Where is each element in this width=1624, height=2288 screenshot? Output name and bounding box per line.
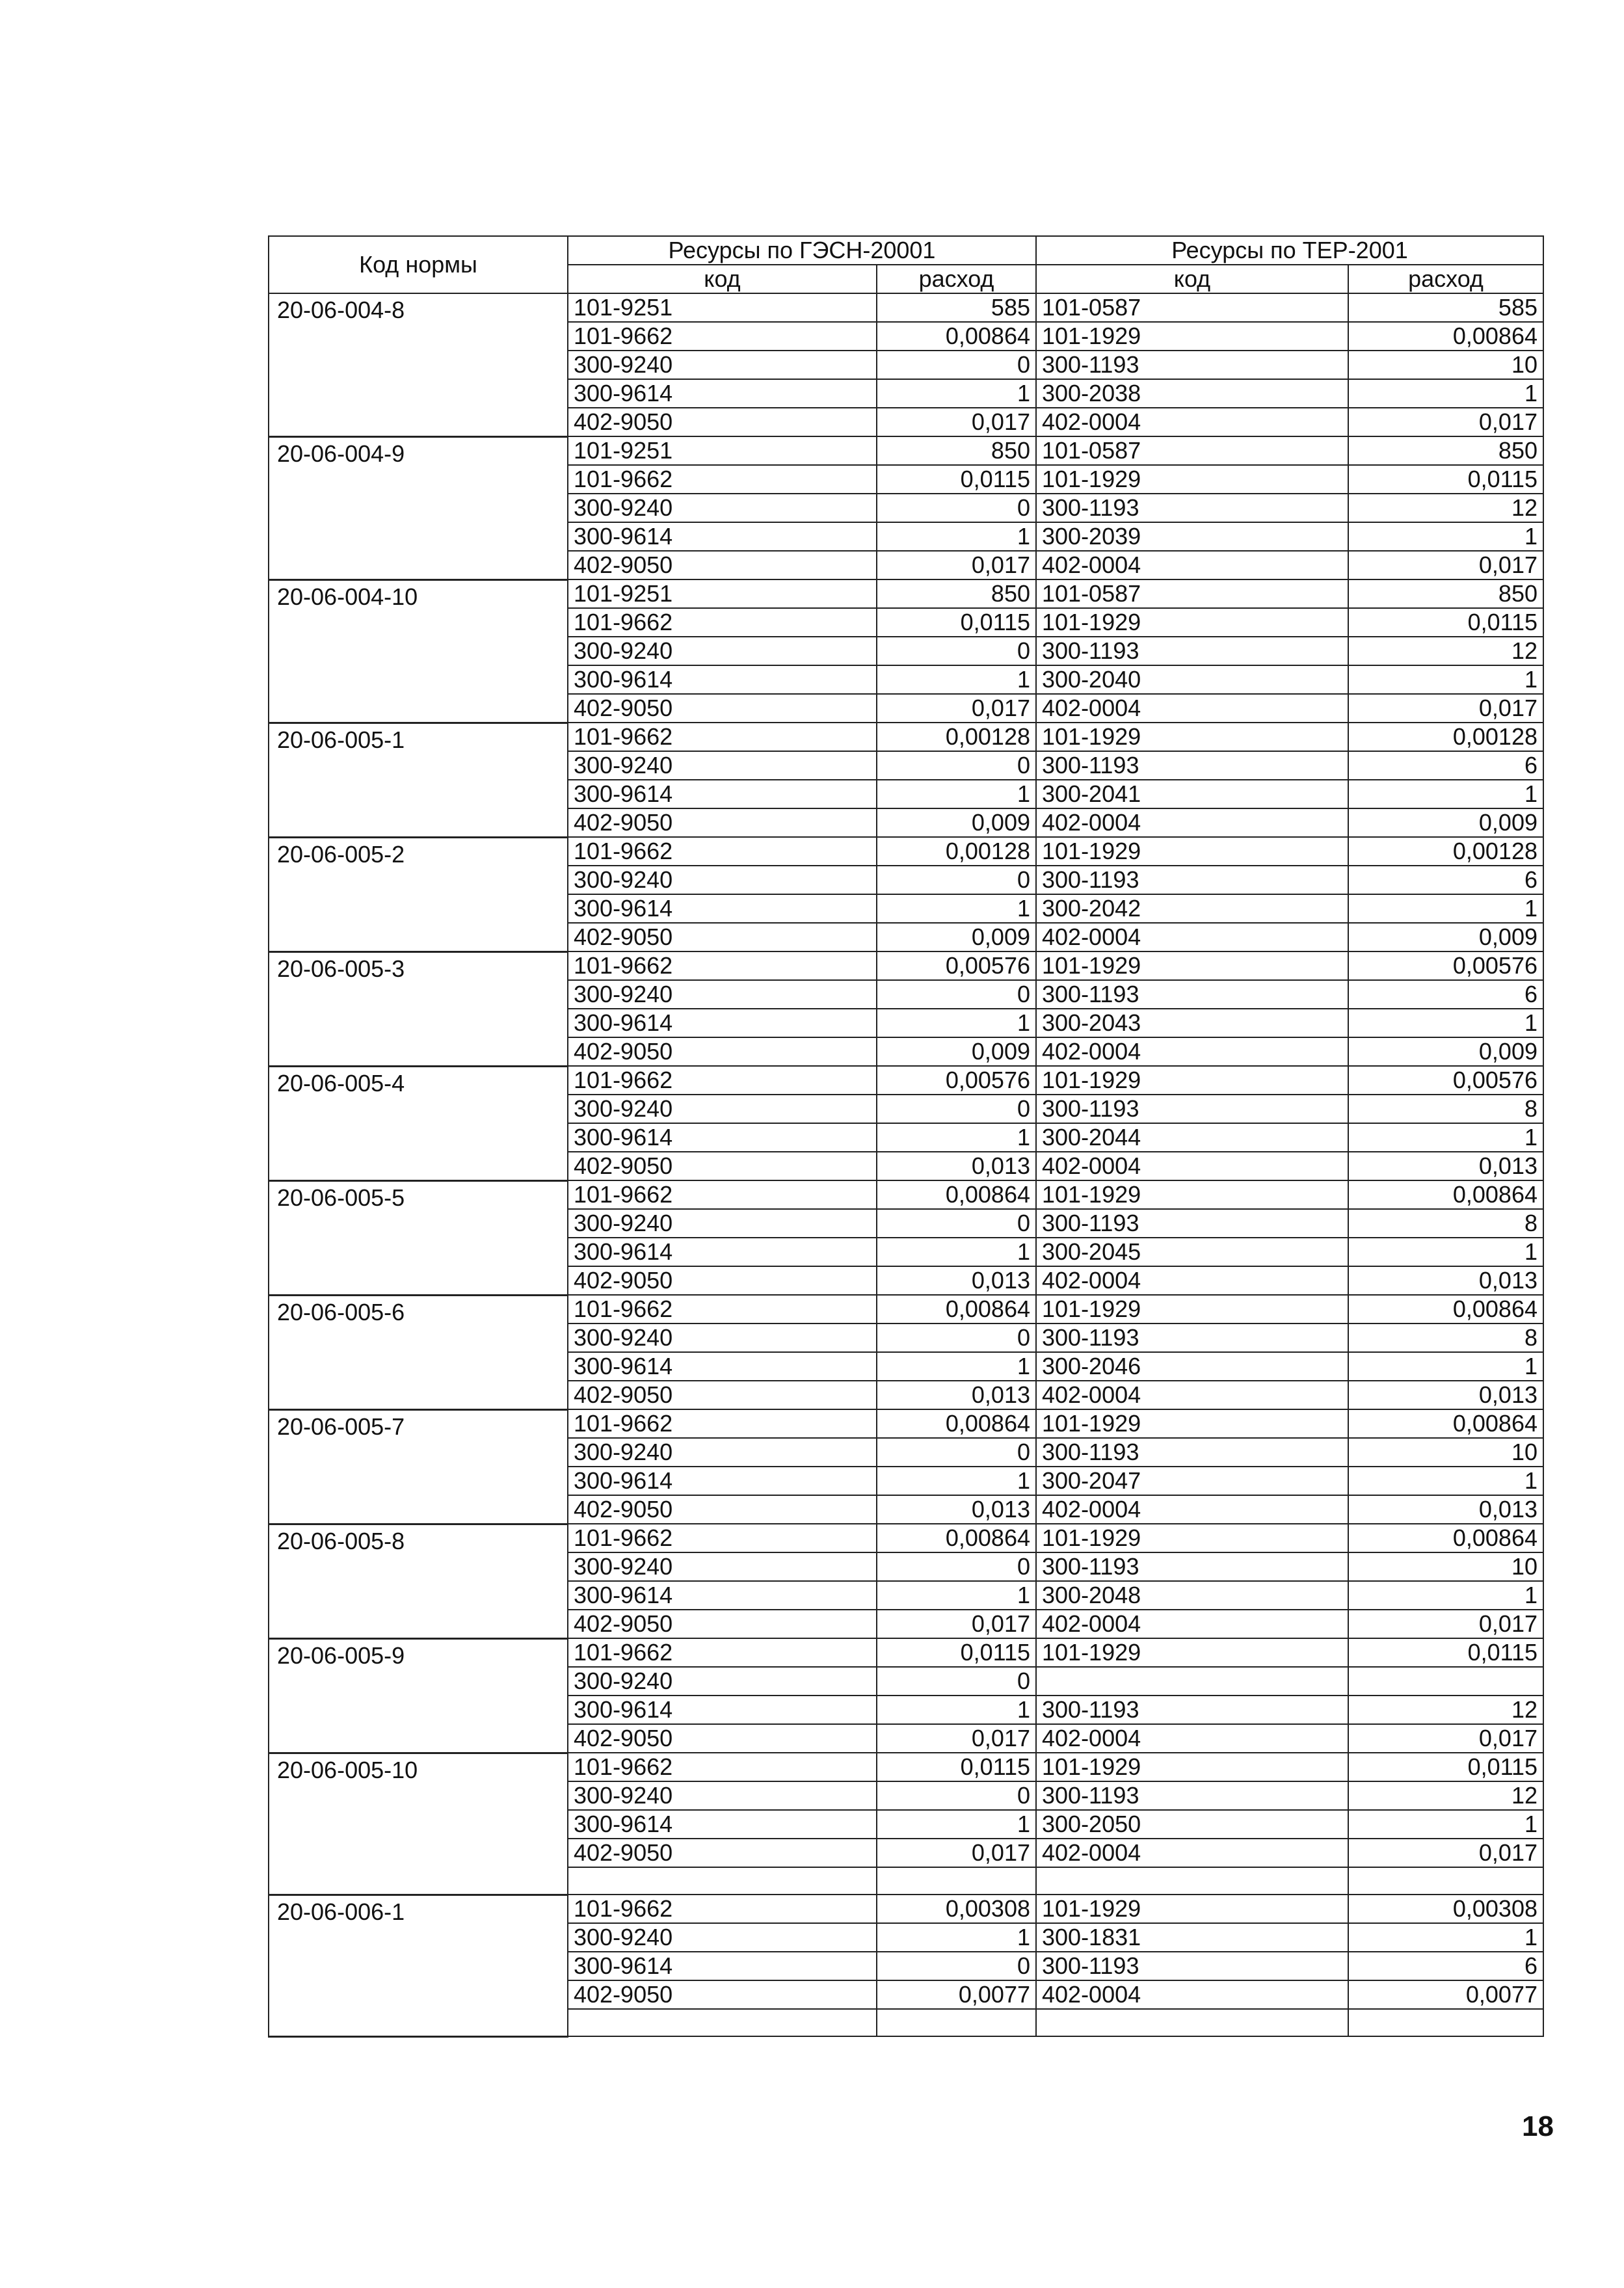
ter-code-cell bbox=[1036, 1867, 1348, 1895]
ter-consumption-cell: 0,00576 bbox=[1348, 1066, 1543, 1095]
ter-consumption-cell: 0,009 bbox=[1348, 923, 1543, 951]
ter-code-header: код bbox=[1036, 265, 1348, 293]
ter-consumption-cell: 0,009 bbox=[1348, 808, 1543, 837]
norm-code-cell: 20-06-005-6 bbox=[269, 1295, 568, 1409]
gesn-code-cell: 402-9050 bbox=[568, 1152, 877, 1180]
ter-consumption-cell: 8 bbox=[1348, 1324, 1543, 1352]
gesn-code-cell: 300-9240 bbox=[568, 1781, 877, 1810]
ter-consumption-cell: 12 bbox=[1348, 637, 1543, 665]
gesn-consumption-cell: 0,0077 bbox=[877, 1980, 1036, 2009]
gesn-code-cell: 402-9050 bbox=[568, 1724, 877, 1753]
norm-code-cell: 20-06-004-9 bbox=[269, 436, 568, 579]
ter-consumption-cell: 6 bbox=[1348, 866, 1543, 894]
gesn-code-cell: 101-9662 bbox=[568, 1066, 877, 1095]
ter-code-cell: 300-1193 bbox=[1036, 1552, 1348, 1581]
gesn-consumption-cell: 0,013 bbox=[877, 1495, 1036, 1524]
ter-code-cell: 101-1929 bbox=[1036, 1895, 1348, 1923]
gesn-consumption-cell: 0 bbox=[877, 1781, 1036, 1810]
ter-code-cell: 101-0587 bbox=[1036, 436, 1348, 465]
ter-consumption-cell: 8 bbox=[1348, 1095, 1543, 1123]
ter-code-cell: 300-2048 bbox=[1036, 1581, 1348, 1610]
ter-code-cell: 402-0004 bbox=[1036, 694, 1348, 723]
gesn-code-cell: 101-9662 bbox=[568, 608, 877, 637]
ter-resources-header: Ресурсы по ТЕР-2001 bbox=[1036, 236, 1543, 265]
ter-code-cell bbox=[1036, 1667, 1348, 1696]
gesn-code-cell: 402-9050 bbox=[568, 408, 877, 436]
gesn-consumption-cell: 0,00864 bbox=[877, 1180, 1036, 1209]
ter-consumption-cell: 1 bbox=[1348, 522, 1543, 551]
gesn-code-cell: 402-9050 bbox=[568, 1839, 877, 1867]
ter-code-cell: 101-1929 bbox=[1036, 1524, 1348, 1552]
ter-consumption-cell: 8 bbox=[1348, 1209, 1543, 1238]
gesn-consumption-cell: 1 bbox=[877, 1467, 1036, 1495]
ter-consumption-cell: 0,013 bbox=[1348, 1152, 1543, 1180]
ter-consumption-cell: 1 bbox=[1348, 780, 1543, 808]
table-row bbox=[269, 579, 1543, 608]
gesn-code-cell: 300-9614 bbox=[568, 1696, 877, 1724]
gesn-code-cell: 300-9614 bbox=[568, 894, 877, 923]
ter-code-cell: 300-1193 bbox=[1036, 1095, 1348, 1123]
ter-code-cell: 402-0004 bbox=[1036, 1839, 1348, 1867]
gesn-code-cell: 300-9614 bbox=[568, 1238, 877, 1266]
gesn-consumption-cell: 1 bbox=[877, 1123, 1036, 1152]
gesn-consumption-cell: 1 bbox=[877, 1810, 1036, 1839]
gesn-code-cell: 101-9662 bbox=[568, 1180, 877, 1209]
gesn-consumption-cell: 1 bbox=[877, 1923, 1036, 1952]
ter-consumption-cell: 10 bbox=[1348, 1438, 1543, 1467]
ter-code-cell: 300-1193 bbox=[1036, 1209, 1348, 1238]
ter-consumption-cell: 0,009 bbox=[1348, 1037, 1543, 1066]
gesn-consumption-cell bbox=[877, 2009, 1036, 2036]
ter-code-cell: 300-1193 bbox=[1036, 1952, 1348, 1980]
ter-code-cell: 402-0004 bbox=[1036, 1266, 1348, 1295]
ter-consumption-cell: 1 bbox=[1348, 1009, 1543, 1037]
ter-consumption-cell: 0,013 bbox=[1348, 1495, 1543, 1524]
gesn-code-cell: 101-9662 bbox=[568, 1524, 877, 1552]
gesn-code-cell: 300-9240 bbox=[568, 1438, 877, 1467]
norm-code-cell: 20-06-005-4 bbox=[269, 1066, 568, 1180]
ter-code-cell: 402-0004 bbox=[1036, 808, 1348, 837]
ter-code-cell: 101-1929 bbox=[1036, 1409, 1348, 1438]
ter-code-cell: 402-0004 bbox=[1036, 1152, 1348, 1180]
gesn-consumption-cell: 0,0115 bbox=[877, 608, 1036, 637]
ter-code-cell: 300-1193 bbox=[1036, 637, 1348, 665]
gesn-code-cell: 300-9240 bbox=[568, 1923, 877, 1952]
gesn-code-cell: 402-9050 bbox=[568, 1381, 877, 1409]
ter-code-cell: 300-2041 bbox=[1036, 780, 1348, 808]
gesn-consumption-cell: 0,017 bbox=[877, 408, 1036, 436]
gesn-code-cell: 300-9240 bbox=[568, 637, 877, 665]
gesn-code-cell: 300-9614 bbox=[568, 1581, 877, 1610]
gesn-code-cell: 300-9614 bbox=[568, 1009, 877, 1037]
gesn-consumption-cell: 0,017 bbox=[877, 551, 1036, 579]
gesn-code-cell: 300-9240 bbox=[568, 494, 877, 522]
ter-consumption-cell: 1 bbox=[1348, 1352, 1543, 1381]
gesn-code-cell: 300-9240 bbox=[568, 751, 877, 780]
ter-code-cell: 101-0587 bbox=[1036, 293, 1348, 322]
gesn-consumption-cell: 1 bbox=[877, 1696, 1036, 1724]
gesn-code-cell: 402-9050 bbox=[568, 551, 877, 579]
page-number: 18 bbox=[1522, 2110, 1554, 2142]
table-row bbox=[269, 436, 1543, 465]
gesn-consumption-cell: 0 bbox=[877, 1552, 1036, 1581]
gesn-code-cell: 300-9240 bbox=[568, 980, 877, 1009]
gesn-consumption-cell: 0,00864 bbox=[877, 1409, 1036, 1438]
gesn-consumption-cell: 0 bbox=[877, 1324, 1036, 1352]
table-header bbox=[269, 236, 1543, 293]
gesn-code-cell: 101-9251 bbox=[568, 293, 877, 322]
gesn-code-cell: 300-9240 bbox=[568, 1095, 877, 1123]
ter-consumption-cell: 585 bbox=[1348, 293, 1543, 322]
ter-code-cell: 300-1193 bbox=[1036, 751, 1348, 780]
gesn-code-cell bbox=[568, 2009, 877, 2036]
ter-consumption-cell: 0,00864 bbox=[1348, 1409, 1543, 1438]
gesn-consumption-cell: 0 bbox=[877, 1952, 1036, 1980]
norm-code-cell: 20-06-005-2 bbox=[269, 837, 568, 951]
gesn-code-cell: 300-9614 bbox=[568, 1467, 877, 1495]
gesn-code-cell: 402-9050 bbox=[568, 923, 877, 951]
gesn-consumption-cell: 1 bbox=[877, 665, 1036, 694]
ter-consumption-cell: 0,0077 bbox=[1348, 1980, 1543, 2009]
gesn-consumption-cell: 0 bbox=[877, 980, 1036, 1009]
ter-code-cell: 402-0004 bbox=[1036, 1610, 1348, 1638]
gesn-code-cell: 101-9662 bbox=[568, 465, 877, 494]
ter-code-cell: 300-2040 bbox=[1036, 665, 1348, 694]
ter-code-cell: 101-1929 bbox=[1036, 1753, 1348, 1781]
gesn-code-cell: 300-9614 bbox=[568, 379, 877, 408]
ter-code-cell: 402-0004 bbox=[1036, 551, 1348, 579]
ter-code-cell: 402-0004 bbox=[1036, 1980, 1348, 2009]
ter-code-cell: 300-1831 bbox=[1036, 1923, 1348, 1952]
ter-consumption-cell: 0,00576 bbox=[1348, 951, 1543, 980]
gesn-consumption-cell: 1 bbox=[877, 1352, 1036, 1381]
gesn-code-cell: 300-9614 bbox=[568, 780, 877, 808]
ter-consumption-cell: 10 bbox=[1348, 351, 1543, 379]
ter-consumption-cell: 0,017 bbox=[1348, 551, 1543, 579]
gesn-consumption-cell: 0,00576 bbox=[877, 951, 1036, 980]
gesn-consumption-cell: 0 bbox=[877, 351, 1036, 379]
ter-consumption-cell: 0,0115 bbox=[1348, 465, 1543, 494]
gesn-consumption-cell: 0,017 bbox=[877, 1724, 1036, 1753]
gesn-consumption-cell: 0,00128 bbox=[877, 723, 1036, 751]
norm-code-cell: 20-06-006-1 bbox=[269, 1895, 568, 2036]
gesn-code-cell: 101-9662 bbox=[568, 1295, 877, 1324]
ter-code-cell: 300-2042 bbox=[1036, 894, 1348, 923]
gesn-code-cell: 300-9614 bbox=[568, 1123, 877, 1152]
gesn-code-cell: 300-9614 bbox=[568, 1810, 877, 1839]
table-row bbox=[269, 1895, 1543, 1923]
gesn-consumption-cell: 0 bbox=[877, 1438, 1036, 1467]
gesn-consumption-cell: 0,009 bbox=[877, 1037, 1036, 1066]
ter-consumption-cell: 0,0115 bbox=[1348, 1753, 1543, 1781]
gesn-consumption-cell: 0,00308 bbox=[877, 1895, 1036, 1923]
table-row bbox=[269, 1180, 1543, 1209]
ter-code-cell: 101-1929 bbox=[1036, 723, 1348, 751]
ter-code-cell: 300-2038 bbox=[1036, 379, 1348, 408]
ter-consumption-cell: 1 bbox=[1348, 665, 1543, 694]
gesn-code-cell: 402-9050 bbox=[568, 694, 877, 723]
ter-consumption-cell bbox=[1348, 1667, 1543, 1696]
norm-code-cell: 20-06-004-8 bbox=[269, 293, 568, 436]
norm-code-header: Код нормы bbox=[269, 236, 568, 293]
ter-code-cell: 300-1193 bbox=[1036, 866, 1348, 894]
gesn-consumption-cell: 0 bbox=[877, 866, 1036, 894]
gesn-consumption-cell: 0 bbox=[877, 494, 1036, 522]
ter-code-cell: 101-1929 bbox=[1036, 1066, 1348, 1095]
ter-consumption-cell: 0,00128 bbox=[1348, 837, 1543, 866]
ter-consumption-cell: 1 bbox=[1348, 1581, 1543, 1610]
table-row bbox=[269, 1295, 1543, 1324]
table-row bbox=[269, 723, 1543, 751]
ter-code-cell: 402-0004 bbox=[1036, 1381, 1348, 1409]
norm-code-cell: 20-06-005-3 bbox=[269, 951, 568, 1066]
ter-consumption-header: расход bbox=[1348, 265, 1543, 293]
ter-code-cell bbox=[1036, 2009, 1348, 2036]
ter-code-cell: 402-0004 bbox=[1036, 1037, 1348, 1066]
ter-code-cell: 101-1929 bbox=[1036, 1638, 1348, 1667]
table-row bbox=[269, 837, 1543, 866]
gesn-consumption-cell: 1 bbox=[877, 894, 1036, 923]
gesn-consumption-cell: 1 bbox=[877, 1581, 1036, 1610]
ter-consumption-cell: 1 bbox=[1348, 1923, 1543, 1952]
ter-consumption-cell: 6 bbox=[1348, 1952, 1543, 1980]
ter-consumption-cell bbox=[1348, 2009, 1543, 2036]
gesn-consumption-cell: 0,017 bbox=[877, 1839, 1036, 1867]
gesn-consumption-cell: 0,017 bbox=[877, 1610, 1036, 1638]
gesn-consumption-cell: 0 bbox=[877, 1209, 1036, 1238]
ter-consumption-cell: 6 bbox=[1348, 751, 1543, 780]
table-row bbox=[269, 1753, 1543, 1781]
gesn-consumption-cell: 0,017 bbox=[877, 694, 1036, 723]
gesn-code-cell: 101-9662 bbox=[568, 1753, 877, 1781]
norm-code-cell: 20-06-005-10 bbox=[269, 1753, 568, 1895]
gesn-code-header: код bbox=[568, 265, 877, 293]
gesn-code-cell: 101-9251 bbox=[568, 436, 877, 465]
ter-code-cell: 300-2050 bbox=[1036, 1810, 1348, 1839]
norm-code-cell: 20-06-005-5 bbox=[269, 1180, 568, 1295]
gesn-code-cell: 300-9614 bbox=[568, 665, 877, 694]
ter-code-cell: 402-0004 bbox=[1036, 1495, 1348, 1524]
ter-consumption-cell: 0,00128 bbox=[1348, 723, 1543, 751]
gesn-consumption-cell: 0,00576 bbox=[877, 1066, 1036, 1095]
ter-code-cell: 300-1193 bbox=[1036, 1696, 1348, 1724]
ter-consumption-cell: 0,00864 bbox=[1348, 1524, 1543, 1552]
gesn-code-cell: 300-9240 bbox=[568, 1552, 877, 1581]
gesn-code-cell: 101-9662 bbox=[568, 322, 877, 351]
gesn-consumption-cell: 0,013 bbox=[877, 1152, 1036, 1180]
table-row bbox=[269, 1638, 1543, 1667]
ter-code-cell: 101-1929 bbox=[1036, 951, 1348, 980]
ter-consumption-cell: 0,0115 bbox=[1348, 1638, 1543, 1667]
ter-code-cell: 300-1193 bbox=[1036, 1438, 1348, 1467]
ter-code-cell: 300-2045 bbox=[1036, 1238, 1348, 1266]
gesn-code-cell: 300-9240 bbox=[568, 1324, 877, 1352]
table-row bbox=[269, 1524, 1543, 1552]
gesn-consumption-cell: 1 bbox=[877, 1009, 1036, 1037]
table-row bbox=[269, 293, 1543, 322]
gesn-code-cell: 300-9240 bbox=[568, 1209, 877, 1238]
ter-code-cell: 402-0004 bbox=[1036, 408, 1348, 436]
ter-consumption-cell: 1 bbox=[1348, 894, 1543, 923]
ter-code-cell: 101-1929 bbox=[1036, 465, 1348, 494]
ter-code-cell: 402-0004 bbox=[1036, 923, 1348, 951]
ter-code-cell: 300-1193 bbox=[1036, 1324, 1348, 1352]
ter-code-cell: 101-1929 bbox=[1036, 1295, 1348, 1324]
resource-table bbox=[268, 235, 1544, 2038]
ter-code-cell: 300-2044 bbox=[1036, 1123, 1348, 1152]
gesn-consumption-cell: 585 bbox=[877, 293, 1036, 322]
gesn-consumption-cell: 0 bbox=[877, 1667, 1036, 1696]
gesn-code-cell: 402-9050 bbox=[568, 808, 877, 837]
ter-code-cell: 402-0004 bbox=[1036, 1724, 1348, 1753]
ter-consumption-cell: 0,017 bbox=[1348, 1610, 1543, 1638]
ter-consumption-cell: 1 bbox=[1348, 379, 1543, 408]
ter-code-cell: 101-1929 bbox=[1036, 1180, 1348, 1209]
ter-code-cell: 101-1929 bbox=[1036, 322, 1348, 351]
gesn-code-cell: 402-9050 bbox=[568, 1266, 877, 1295]
gesn-consumption-cell: 0,013 bbox=[877, 1266, 1036, 1295]
ter-code-cell: 300-1193 bbox=[1036, 980, 1348, 1009]
ter-consumption-cell: 1 bbox=[1348, 1467, 1543, 1495]
norm-code-cell: 20-06-005-8 bbox=[269, 1524, 568, 1638]
ter-code-cell: 300-1193 bbox=[1036, 1781, 1348, 1810]
gesn-consumption-cell: 1 bbox=[877, 780, 1036, 808]
ter-consumption-cell: 1 bbox=[1348, 1810, 1543, 1839]
gesn-consumption-header: расход bbox=[877, 265, 1036, 293]
gesn-consumption-cell: 0 bbox=[877, 1095, 1036, 1123]
gesn-code-cell: 300-9614 bbox=[568, 522, 877, 551]
gesn-code-cell: 402-9050 bbox=[568, 1980, 877, 2009]
gesn-consumption-cell: 850 bbox=[877, 579, 1036, 608]
gesn-consumption-cell: 0,0115 bbox=[877, 1753, 1036, 1781]
gesn-consumption-cell: 850 bbox=[877, 436, 1036, 465]
norm-code-cell: 20-06-005-1 bbox=[269, 723, 568, 837]
gesn-code-cell: 402-9050 bbox=[568, 1610, 877, 1638]
gesn-resources-header: Ресурсы по ГЭСН-20001 bbox=[568, 236, 1036, 265]
ter-code-cell: 101-0587 bbox=[1036, 579, 1348, 608]
gesn-consumption-cell: 1 bbox=[877, 1238, 1036, 1266]
gesn-code-cell: 402-9050 bbox=[568, 1495, 877, 1524]
gesn-consumption-cell: 1 bbox=[877, 379, 1036, 408]
gesn-code-cell: 300-9614 bbox=[568, 1352, 877, 1381]
ter-consumption-cell: 1 bbox=[1348, 1238, 1543, 1266]
gesn-consumption-cell: 0,009 bbox=[877, 923, 1036, 951]
table-body bbox=[269, 293, 1543, 2036]
ter-consumption-cell: 0,013 bbox=[1348, 1381, 1543, 1409]
table-row bbox=[269, 951, 1543, 980]
gesn-code-cell: 300-9240 bbox=[568, 351, 877, 379]
norm-code-cell: 20-06-005-9 bbox=[269, 1638, 568, 1753]
gesn-consumption-cell: 0,00128 bbox=[877, 837, 1036, 866]
ter-consumption-cell: 0,00864 bbox=[1348, 1295, 1543, 1324]
gesn-code-cell bbox=[568, 1867, 877, 1895]
gesn-consumption-cell: 0,0115 bbox=[877, 465, 1036, 494]
ter-code-cell: 300-1193 bbox=[1036, 494, 1348, 522]
ter-consumption-cell: 10 bbox=[1348, 1552, 1543, 1581]
ter-consumption-cell: 0,017 bbox=[1348, 1724, 1543, 1753]
gesn-consumption-cell: 0,00864 bbox=[877, 1295, 1036, 1324]
gesn-consumption-cell: 1 bbox=[877, 522, 1036, 551]
ter-consumption-cell: 0,017 bbox=[1348, 694, 1543, 723]
gesn-code-cell: 402-9050 bbox=[568, 1037, 877, 1066]
gesn-code-cell: 101-9251 bbox=[568, 579, 877, 608]
ter-consumption-cell: 0,00864 bbox=[1348, 322, 1543, 351]
ter-consumption-cell: 12 bbox=[1348, 1696, 1543, 1724]
gesn-code-cell: 300-9240 bbox=[568, 866, 877, 894]
gesn-code-cell: 300-9240 bbox=[568, 1667, 877, 1696]
ter-consumption-cell: 12 bbox=[1348, 494, 1543, 522]
gesn-consumption-cell: 0,009 bbox=[877, 808, 1036, 837]
ter-consumption-cell: 1 bbox=[1348, 1123, 1543, 1152]
gesn-code-cell: 101-9662 bbox=[568, 1638, 877, 1667]
ter-consumption-cell bbox=[1348, 1867, 1543, 1895]
ter-code-cell: 300-2039 bbox=[1036, 522, 1348, 551]
gesn-code-cell: 101-9662 bbox=[568, 837, 877, 866]
norm-code-cell: 20-06-005-7 bbox=[269, 1409, 568, 1524]
gesn-code-cell: 101-9662 bbox=[568, 1895, 877, 1923]
ter-consumption-cell: 0,0115 bbox=[1348, 608, 1543, 637]
ter-code-cell: 300-2046 bbox=[1036, 1352, 1348, 1381]
table-row bbox=[269, 1409, 1543, 1438]
ter-consumption-cell: 850 bbox=[1348, 579, 1543, 608]
ter-consumption-cell: 0,013 bbox=[1348, 1266, 1543, 1295]
norm-code-cell: 20-06-004-10 bbox=[269, 579, 568, 723]
gesn-code-cell: 300-9614 bbox=[568, 1952, 877, 1980]
ter-consumption-cell: 0,00308 bbox=[1348, 1895, 1543, 1923]
gesn-consumption-cell: 0,013 bbox=[877, 1381, 1036, 1409]
ter-code-cell: 101-1929 bbox=[1036, 837, 1348, 866]
gesn-consumption-cell: 0,00864 bbox=[877, 322, 1036, 351]
ter-consumption-cell: 0,00864 bbox=[1348, 1180, 1543, 1209]
ter-consumption-cell: 0,017 bbox=[1348, 1839, 1543, 1867]
gesn-consumption-cell: 0 bbox=[877, 637, 1036, 665]
ter-code-cell: 300-2047 bbox=[1036, 1467, 1348, 1495]
ter-code-cell: 300-2043 bbox=[1036, 1009, 1348, 1037]
ter-code-cell: 300-1193 bbox=[1036, 351, 1348, 379]
ter-consumption-cell: 0,017 bbox=[1348, 408, 1543, 436]
ter-consumption-cell: 850 bbox=[1348, 436, 1543, 465]
gesn-consumption-cell: 0 bbox=[877, 751, 1036, 780]
gesn-code-cell: 101-9662 bbox=[568, 951, 877, 980]
table-row bbox=[269, 1066, 1543, 1095]
ter-consumption-cell: 6 bbox=[1348, 980, 1543, 1009]
gesn-code-cell: 101-9662 bbox=[568, 1409, 877, 1438]
gesn-consumption-cell bbox=[877, 1867, 1036, 1895]
gesn-consumption-cell: 0,00864 bbox=[877, 1524, 1036, 1552]
ter-code-cell: 101-1929 bbox=[1036, 608, 1348, 637]
gesn-code-cell: 101-9662 bbox=[568, 723, 877, 751]
ter-consumption-cell: 12 bbox=[1348, 1781, 1543, 1810]
gesn-consumption-cell: 0,0115 bbox=[877, 1638, 1036, 1667]
